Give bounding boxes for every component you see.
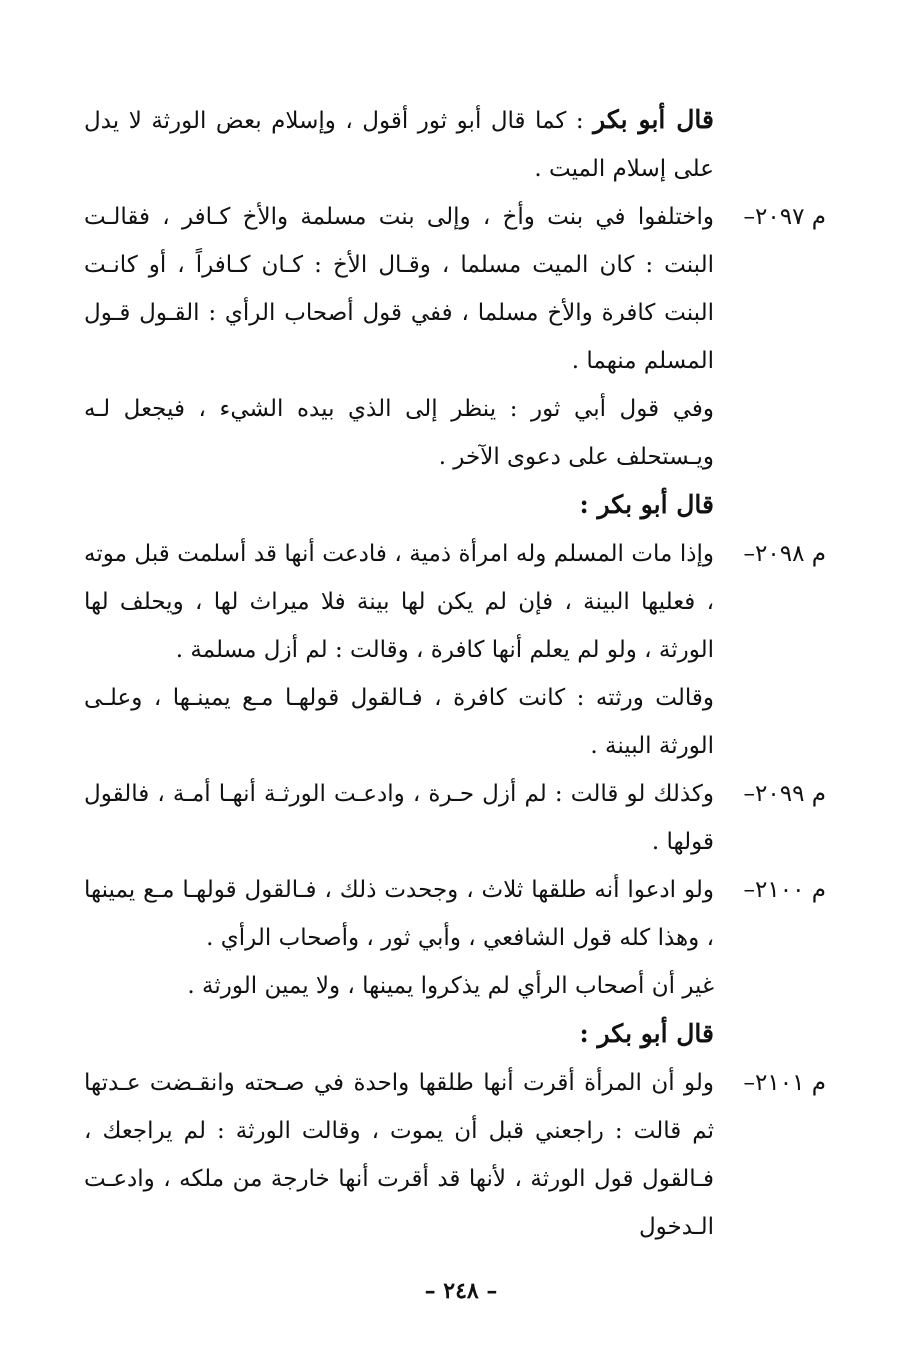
numbered-paragraph bbox=[84, 770, 826, 866]
paragraph bbox=[84, 385, 826, 481]
paragraph bbox=[84, 674, 826, 770]
paragraph-text: ولو أن المرأة أقرت أنها طلقها واحدة في صـحته وانقـضت عـدتها ثم قالت : راجعني قبل أن يموت ، وقالت الورثة : لم يراجعك ، فـالقول قول الورثة ، لأنها قد أقرت أنها خارجة من ملكه ، وادعـت الـدخول bbox=[84, 1070, 714, 1240]
numbered-paragraph bbox=[84, 1059, 826, 1251]
section-heading bbox=[84, 1010, 826, 1059]
paragraph bbox=[84, 962, 826, 1010]
issue-number: م ٢٠٩٨– bbox=[743, 541, 826, 567]
numbered-paragraph bbox=[84, 193, 826, 385]
paragraph-text: وإذا مات المسلم وله امرأة ذمية ، فادعت أنها قد أسلمت قبل موته ، فعليها البينة ، فإن لم يكن لها بينة فلا ميراث لها ، ويحلف لها الورثة ، ولو لم يعلم أنها كافرة ، وقالت : لم أزل مسلمة . bbox=[84, 541, 714, 663]
text-body bbox=[84, 96, 826, 1251]
numbered-paragraph bbox=[84, 530, 826, 674]
issue-number: م ٢١٠١– bbox=[743, 1070, 826, 1096]
paragraph-text: : كما قال أبو ثور أقول ، وإسلام بعض الورثة لا يدل على إسلام الميت . bbox=[84, 108, 714, 182]
issue-number: م ٢٠٩٩– bbox=[743, 781, 826, 807]
paragraph-text: وقالت ورثته : كانت كافرة ، فـالقول قولهـا مـع يمينـها ، وعلـى الورثة البينة . bbox=[84, 685, 714, 759]
issue-number: م ٢١٠٠– bbox=[743, 877, 826, 903]
page-number: – ٢٤٨ – bbox=[424, 1278, 498, 1304]
paragraph-text: غير أن أصحاب الرأي لم يذكروا يمينها ، ولا يمين الورثة . bbox=[187, 973, 714, 999]
numbered-paragraph bbox=[84, 866, 826, 962]
paragraph-text: ولو ادعوا أنه طلقها ثلاث ، وجحدت ذلك ، فـالقول قولهـا مـع يمينها ، وهذا كله قول الشافعي ، وأبي ثور ، وأصحاب الرأي . bbox=[84, 877, 714, 951]
section-heading bbox=[84, 481, 826, 530]
paragraph-heading: قال أبو بكر bbox=[593, 105, 714, 134]
paragraph bbox=[84, 96, 826, 193]
issue-number: م ٢٠٩٧– bbox=[743, 204, 826, 230]
paragraph-text: وفي قول أبي ثور : ينظر إلى الذي بيده الشيء ، فيجعل لـه ويـستحلف على دعوى الآخر . bbox=[84, 396, 714, 470]
paragraph-text: واختلفوا في بنت وأخ ، وإلى بنت مسلمة والأخ كـافر ، فقالـت البنت : كان الميت مسلما ، وقـال الأخ : كـان كـافراً ، أو كانـت البنت كافرة والأخ مسلما ، ففي قول أصحاب الرأي : القـول قـول المسلم منهما . bbox=[84, 204, 714, 374]
heading-text: قال أبو بكر : bbox=[579, 490, 714, 519]
paragraph-text: وكذلك لو قالت : لم أزل حـرة ، وادعـت الورثـة أنهـا أمـة ، فالقول قولها . bbox=[84, 781, 714, 855]
heading-text: قال أبو بكر : bbox=[579, 1019, 714, 1048]
